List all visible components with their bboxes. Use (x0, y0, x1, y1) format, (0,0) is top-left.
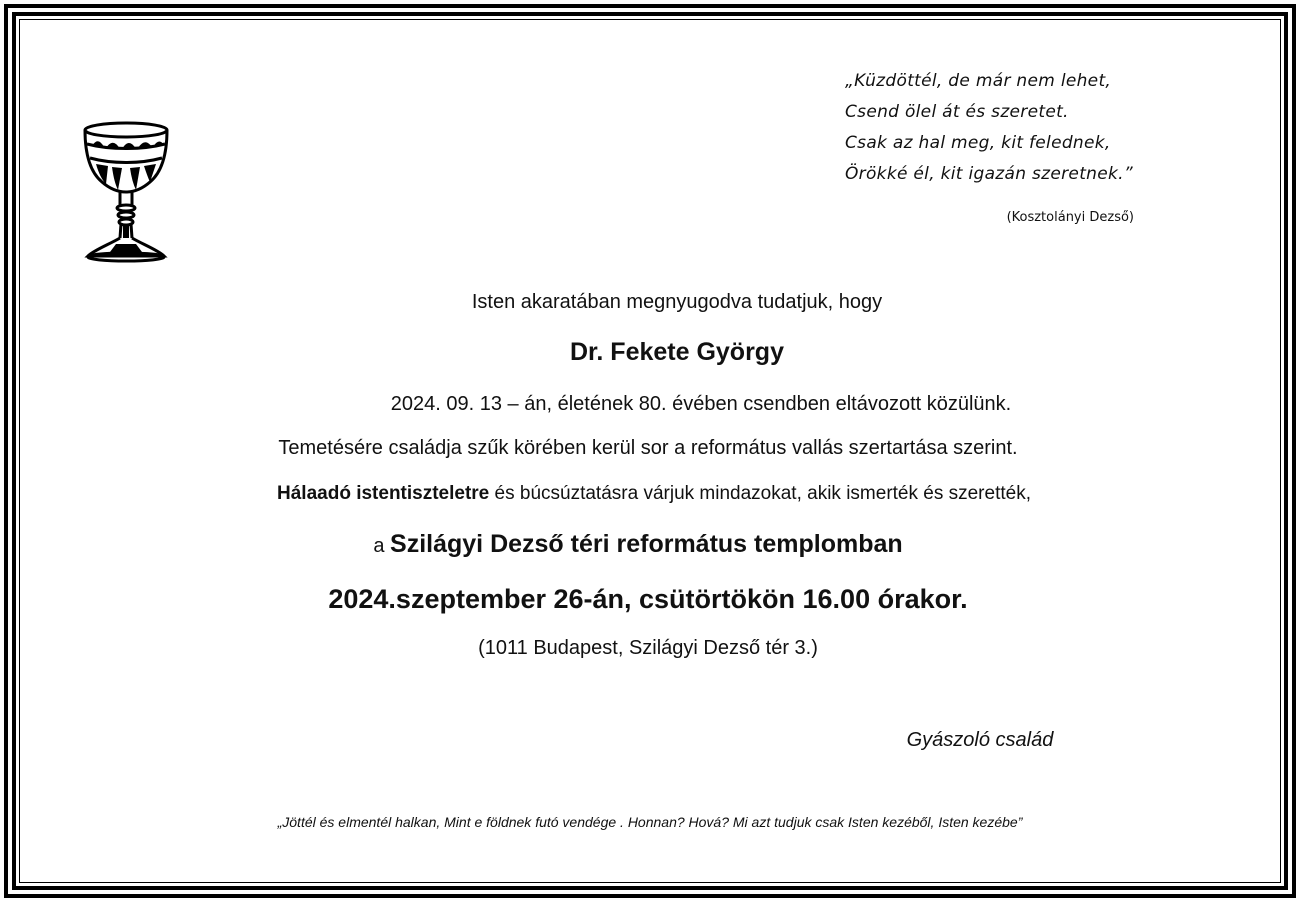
death-notice-text: 2024. 09. 13 – án, életének 80. évében csendben eltávozott közülünk. (390, 393, 1012, 415)
location-prefix: a (373, 535, 391, 557)
signature: Gyászoló család (906, 729, 1054, 751)
service-title: Hálaadó istentiszteletre (277, 483, 490, 504)
poem (845, 66, 1175, 190)
address-text: (1011 Budapest, Szilágyi Dezső tér 3.) (478, 637, 818, 659)
service-invitation (154, 483, 1154, 505)
intro-text: Isten akaratában megnyugodva tudatjuk, hogy (471, 291, 883, 313)
location-name: Szilágyi Dezső téri református templomban (390, 530, 903, 558)
bottom-quote: „Jöttél és elmentél halkan, Mint e földnek futó vendége . Honnan? Hová? Mi azt tudjuk csak Isten kezéből, Isten kezébe” (277, 814, 1023, 830)
service-datetime: 2024.szeptember 26-án, csütörtökön 16.00 órakor. (328, 584, 968, 614)
poem-author: (Kosztolányi Dezső) (1006, 210, 1134, 225)
poem-line: „Küzdöttél, de már nem lehet, (845, 71, 1112, 91)
funeral-text: Temetésére családja szűk körében kerül sor a református vallás szertartása szerint. (278, 437, 1018, 459)
service-invitation-rest: és búcsúztatásra várjuk mindazokat, akik ismerték és szerették, (489, 483, 1031, 504)
deceased-name: Dr. Fekete György (570, 338, 784, 366)
location-line (288, 530, 988, 559)
poem-line: Csak az hal meg, kit felednek, (845, 133, 1111, 153)
poem-line: Csend ölel át és szeretet. (845, 102, 1069, 122)
poem-line: Örökké él, kit igazán szeretnek.” (845, 164, 1133, 184)
chalice-icon (80, 120, 172, 264)
